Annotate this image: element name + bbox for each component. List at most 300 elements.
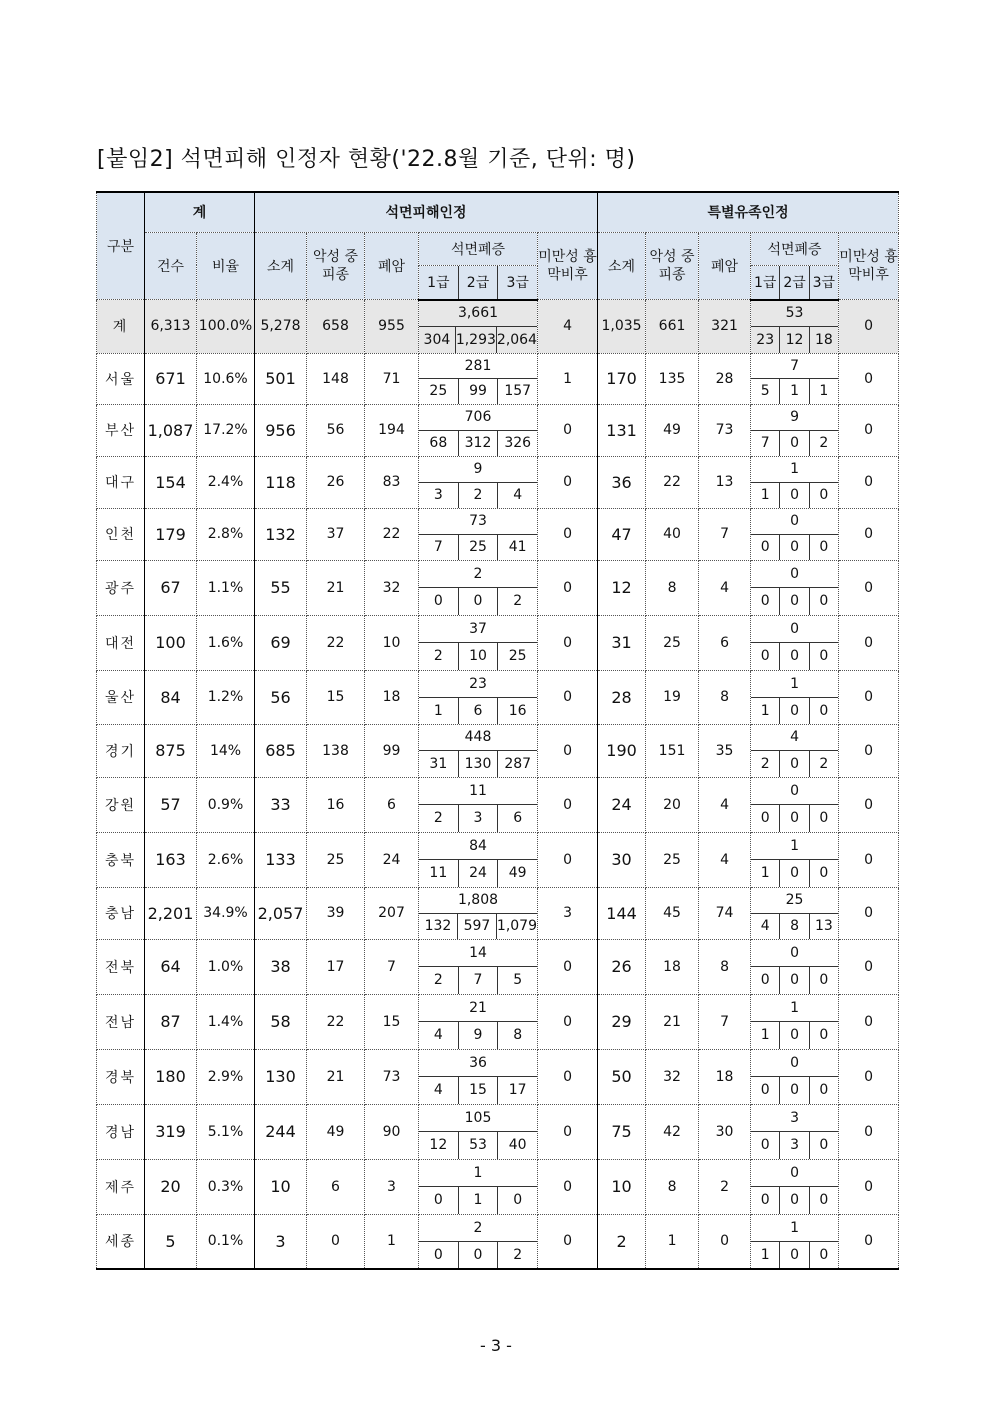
special-subtotal-cell: 29 [598,994,646,1049]
special-pleural-cell: 0 [839,353,899,404]
special-asbestosis-cell-g1: 0 [760,539,770,555]
special-meso-cell: 32 [646,1049,699,1104]
asbestos-asbestosis-cell [419,300,538,354]
special-pleural-cell: 0 [839,1104,899,1159]
asbestos-pleural-cell: 0 [538,724,598,777]
ratio-cell: 0.1% [197,1214,255,1269]
special-asbestosis-cell-g3: 0 [809,1077,838,1104]
ratio-cell: 5.1% [197,1104,255,1159]
ratio-cell: 1.1% [197,560,255,615]
total-row [97,300,899,354]
asbestos-meso-cell: 658 [307,300,365,354]
special-subtotal-cell: 31 [598,615,646,670]
asbestos-asbestosis-cell [419,777,538,832]
ratio-cell: 14% [197,724,255,777]
asbestos-asbestosis-cell-total: 706 [464,409,492,425]
asbestos-pleural-cell: 0 [538,508,598,560]
header-a-g2: 2급 [458,266,498,299]
region-label: 제주 [97,1159,145,1214]
special-asbestosis-cell-g2: 0 [779,1242,808,1268]
region-row [97,887,899,939]
ratio-cell: 1.2% [197,670,255,724]
ratio-cell: 10.6% [197,353,255,404]
region-row [97,404,899,456]
region-label: 대전 [97,615,145,670]
special-asbestosis-cell [751,615,839,670]
special-asbestosis-cell [751,404,839,456]
special-asbestosis-cell-g1: 0 [760,593,770,610]
asbestos-lung-cell: 99 [365,724,419,777]
asbestos-asbestosis-cell [419,508,538,560]
asbestos-pleural-cell: 4 [538,300,598,354]
region-label: 충북 [97,832,145,887]
special-pleural-cell: 0 [839,777,899,832]
region-row [97,939,899,994]
region-row [97,1049,899,1104]
asbestos-asbestosis-cell [419,670,538,724]
special-subtotal-cell: 190 [598,724,646,777]
asbestos-asbestosis-cell-g1: 2 [433,648,443,665]
special-meso-cell: 25 [646,615,699,670]
asbestos-asbestosis-cell-total: 37 [469,620,487,637]
special-asbestosis-cell [751,994,839,1049]
asbestos-meso-cell: 17 [307,939,365,994]
asbestos-asbestosis-cell-total: 36 [469,1054,487,1071]
region-label: 광주 [97,560,145,615]
special-subtotal-cell: 50 [598,1049,646,1104]
special-lung-cell: 4 [699,777,751,832]
special-asbestosis-cell [751,724,839,777]
asbestos-pleural-cell: 1 [538,353,598,404]
special-asbestosis-cell [751,1049,839,1104]
count-cell: 163 [145,832,197,887]
asbestos-subtotal-cell: 10 [255,1159,307,1214]
special-asbestosis-cell-g1: 1 [760,865,770,882]
asbestos-asbestosis-cell-total: 11 [469,782,487,799]
region-label: 세종 [97,1214,145,1269]
ratio-cell: 0.3% [197,1159,255,1214]
asbestos-asbestosis-cell-g2: 7 [458,967,498,994]
asbestos-asbestosis-cell-g2: 9 [458,1022,498,1049]
header-a-pleural: 미만성 흉막비후 [538,232,598,300]
special-asbestosis-cell-g2: 0 [779,1022,808,1049]
asbestos-meso-cell: 22 [307,994,365,1049]
special-asbestosis-cell-total: 0 [790,513,799,529]
asbestos-asbestosis-cell-total: 84 [469,837,487,854]
asbestos-asbestosis-cell-total: 3,661 [457,305,499,322]
special-asbestosis-cell-g3: 0 [809,643,838,670]
special-asbestosis-cell-g2: 12 [779,327,808,353]
count-cell: 875 [145,724,197,777]
asbestos-lung-cell: 7 [365,939,419,994]
region-label: 경남 [97,1104,145,1159]
header-ratio: 비율 [197,232,255,300]
asbestos-asbestosis-cell [419,1159,538,1214]
special-asbestosis-cell-g2: 0 [779,751,808,777]
special-asbestosis-cell-g2: 0 [779,1077,808,1104]
special-meso-cell: 21 [646,994,699,1049]
special-asbestosis-cell-total: 0 [790,782,799,799]
asbestos-meso-cell: 0 [307,1214,365,1269]
special-asbestosis-cell-g1: 0 [760,1082,770,1099]
special-subtotal-cell: 24 [598,777,646,832]
special-meso-cell: 18 [646,939,699,994]
special-meso-cell: 45 [646,887,699,939]
asbestos-asbestosis-cell-total: 1 [473,1164,483,1181]
asbestos-pleural-cell: 0 [538,777,598,832]
asbestos-asbestosis-cell-g3: 16 [497,698,537,724]
region-label: 충남 [97,887,145,939]
special-asbestosis-cell-g2: 3 [779,1132,808,1159]
asbestos-pleural-cell: 0 [538,1104,598,1159]
special-asbestosis-cell-g3: 0 [809,1242,838,1268]
asbestos-meso-cell: 22 [307,615,365,670]
asbestos-asbestosis-cell-g2: 312 [458,431,498,456]
asbestos-asbestosis-cell-g1: 0 [433,1246,443,1263]
special-pleural-cell: 0 [839,404,899,456]
asbestos-asbestosis-cell-g2: 25 [458,535,498,560]
asbestos-subtotal-cell: 69 [255,615,307,670]
special-asbestosis-cell [751,560,839,615]
region-row [97,724,899,777]
special-asbestosis-cell-g2: 0 [779,860,808,887]
asbestos-meso-cell: 37 [307,508,365,560]
asbestos-asbestosis-cell-g1: 2 [433,810,443,827]
asbestos-pleural-cell: 0 [538,1214,598,1269]
asbestos-asbestosis-cell-g1: 25 [429,383,448,400]
asbestos-asbestosis-cell [419,456,538,508]
special-asbestosis-cell-total: 9 [790,409,799,425]
asbestos-asbestosis-cell-g2: 15 [458,1077,498,1104]
special-pleural-cell: 0 [839,994,899,1049]
asbestos-asbestosis-cell-total: 21 [469,999,487,1016]
region-label: 전북 [97,939,145,994]
special-asbestosis-cell-total: 4 [790,729,799,746]
special-asbestosis-cell-g3: 0 [809,1187,838,1214]
header-a-lung: 폐암 [365,232,419,300]
special-asbestosis-cell-g1: 1 [760,1027,770,1044]
asbestos-meso-cell: 21 [307,1049,365,1104]
asbestos-asbestosis-cell-g3: 2,064 [496,327,537,353]
special-pleural-cell: 0 [839,1159,899,1214]
header-a-g3: 3급 [497,266,537,299]
asbestos-lung-cell: 73 [365,1049,419,1104]
page-number: - 3 - [480,1336,512,1355]
special-subtotal-cell: 2 [598,1214,646,1269]
special-asbestosis-cell-g2: 0 [779,483,808,508]
special-asbestosis-cell-total: 0 [790,1164,799,1181]
asbestos-subtotal-cell: 38 [255,939,307,994]
asbestos-asbestosis-cell [419,832,538,887]
region-label: 강원 [97,777,145,832]
asbestos-asbestosis-cell-g2: 0 [458,1242,498,1268]
special-asbestosis-cell-g3: 0 [809,805,838,832]
region-row [97,994,899,1049]
special-asbestosis-cell-g1: 2 [760,755,770,772]
asbestos-asbestosis-cell [419,994,538,1049]
special-asbestosis-cell-g2: 0 [779,588,808,615]
count-cell: 5 [145,1214,197,1269]
count-cell: 671 [145,353,197,404]
special-asbestosis-cell [751,1104,839,1159]
header-s-lung: 폐암 [699,232,751,300]
special-asbestosis-cell-g1: 1 [760,487,770,503]
asbestos-subtotal-cell: 244 [255,1104,307,1159]
special-asbestosis-cell-g2: 1 [779,379,808,404]
header-a-asbestosis: 석면폐증 [419,232,538,265]
count-cell: 179 [145,508,197,560]
region-row [97,1104,899,1159]
special-asbestosis-cell-total: 7 [790,357,799,374]
special-lung-cell: 35 [699,724,751,777]
asbestos-lung-cell: 3 [365,1159,419,1214]
special-lung-cell: 7 [699,994,751,1049]
asbestos-asbestosis-cell-g3: 1,079 [496,914,537,939]
region-label: 경북 [97,1049,145,1104]
special-lung-cell: 28 [699,353,751,404]
special-pleural-cell: 0 [839,887,899,939]
asbestos-asbestosis-cell-g3: 2 [497,588,537,615]
asbestos-meso-cell: 138 [307,724,365,777]
special-asbestosis-cell [751,887,839,939]
header-count: 건수 [145,232,197,300]
special-pleural-cell: 0 [839,939,899,994]
special-lung-cell: 18 [699,1049,751,1104]
special-lung-cell: 8 [699,670,751,724]
asbestos-asbestosis-cell-g3: 25 [497,643,537,670]
asbestos-asbestosis-cell-g3: 2 [497,1242,537,1268]
asbestos-asbestosis-cell-g2: 0 [458,588,498,615]
region-label: 대구 [97,456,145,508]
header-s-g1: 1급 [753,275,777,291]
special-lung-cell: 2 [699,1159,751,1214]
special-meso-cell: 22 [646,456,699,508]
special-asbestosis-cell-g2: 8 [779,914,808,939]
region-label: 전남 [97,994,145,1049]
asbestos-meso-cell: 39 [307,887,365,939]
asbestos-asbestosis-cell-g3: 287 [497,751,537,777]
asbestos-subtotal-cell: 33 [255,777,307,832]
region-row [97,615,899,670]
asbestos-pleural-cell: 0 [538,560,598,615]
asbestos-meso-cell: 49 [307,1104,365,1159]
special-lung-cell: 13 [699,456,751,508]
special-asbestosis-cell [751,456,839,508]
special-subtotal-cell: 28 [598,670,646,724]
ratio-cell: 2.4% [197,456,255,508]
special-subtotal-cell: 75 [598,1104,646,1159]
special-meso-cell: 40 [646,508,699,560]
special-asbestosis-cell-g3: 1 [809,379,838,404]
special-asbestosis-cell-g3: 0 [809,860,838,887]
special-pleural-cell: 0 [839,508,899,560]
special-meso-cell: 135 [646,353,699,404]
count-cell: 319 [145,1104,197,1159]
asbestos-pleural-cell: 0 [538,404,598,456]
count-cell: 64 [145,939,197,994]
asbestos-asbestosis-cell-total: 73 [469,513,487,529]
special-asbestosis-cell-g3: 0 [809,483,838,508]
special-asbestosis-cell [751,508,839,560]
header-s-subtotal: 소계 [598,232,646,300]
special-meso-cell: 8 [646,560,699,615]
special-subtotal-cell: 30 [598,832,646,887]
asbestos-pleural-cell: 0 [538,939,598,994]
asbestos-asbestosis-cell [419,1104,538,1159]
asbestos-asbestosis-cell-total: 2 [473,1219,483,1236]
asbestos-asbestosis-cell-g1: 12 [429,1137,448,1154]
asbestos-meso-cell: 21 [307,560,365,615]
special-meso-cell: 19 [646,670,699,724]
asbestos-asbestosis-cell-g2: 1,293 [455,327,496,353]
special-lung-cell: 74 [699,887,751,939]
header-s-g3: 3급 [809,266,838,299]
asbestos-subtotal-cell: 2,057 [255,887,307,939]
special-pleural-cell: 0 [839,832,899,887]
special-asbestosis-cell-total: 1 [790,461,799,477]
special-lung-cell: 73 [699,404,751,456]
asbestos-asbestosis-cell-g3: 8 [497,1022,537,1049]
ratio-cell: 1.4% [197,994,255,1049]
asbestos-asbestosis-cell-g1: 3 [433,487,443,503]
special-asbestosis-cell-g3: 0 [809,1132,838,1159]
special-asbestosis-cell-g3: 0 [809,698,838,724]
special-asbestosis-cell-g1: 0 [760,810,770,827]
special-lung-cell: 4 [699,560,751,615]
special-meso-cell: 25 [646,832,699,887]
special-asbestosis-cell-g1: 0 [760,1137,770,1154]
asbestos-asbestosis-cell-g2: 1 [458,1187,498,1214]
asbestos-subtotal-cell: 58 [255,994,307,1049]
special-pleural-cell: 0 [839,300,899,354]
asbestos-lung-cell: 71 [365,353,419,404]
special-asbestosis-cell-g3: 2 [809,431,838,456]
asbestos-asbestosis-cell-g3: 41 [497,535,537,560]
asbestos-meso-cell: 25 [307,832,365,887]
asbestos-meso-cell: 56 [307,404,365,456]
special-asbestosis-cell-g2: 0 [779,535,808,560]
header-special: 특별유족인정 [598,192,899,232]
asbestos-pleural-cell: 0 [538,456,598,508]
asbestos-pleural-cell: 0 [538,1049,598,1104]
special-subtotal-cell: 12 [598,560,646,615]
special-asbestosis-cell-g1: 7 [760,435,770,451]
header-s-asbestosis: 석면폐증 [751,232,839,265]
special-meso-cell: 151 [646,724,699,777]
special-asbestosis-cell-g1: 0 [760,648,770,665]
asbestos-lung-cell: 32 [365,560,419,615]
asbestos-asbestosis-cell-total: 448 [464,729,492,746]
ratio-cell: 1.6% [197,615,255,670]
count-cell: 20 [145,1159,197,1214]
region-row [97,670,899,724]
asbestos-pleural-cell: 0 [538,994,598,1049]
special-asbestosis-cell-g2: 0 [779,431,808,456]
special-asbestosis-cell-g2: 0 [779,967,808,994]
special-lung-cell: 6 [699,615,751,670]
special-asbestosis-cell [751,1214,839,1269]
asbestos-pleural-cell: 0 [538,1159,598,1214]
asbestos-asbestosis-cell-g3: 49 [497,860,537,887]
header-s-pleural: 미만성 흉막비후 [839,232,899,300]
asbestos-asbestosis-cell-g3: 326 [497,431,537,456]
special-lung-cell: 7 [699,508,751,560]
special-subtotal-cell: 1,035 [598,300,646,354]
asbestos-asbestosis-cell [419,615,538,670]
special-lung-cell: 0 [699,1214,751,1269]
asbestos-subtotal-cell: 3 [255,1214,307,1269]
asbestos-asbestosis-cell-g1: 4 [433,1082,443,1099]
asbestos-asbestosis-cell-g1: 304 [423,331,451,348]
special-asbestosis-cell-g2: 0 [779,805,808,832]
header-s-meso: 악성 중피종 [646,232,699,300]
asbestos-pleural-cell: 0 [538,670,598,724]
special-lung-cell: 30 [699,1104,751,1159]
asbestos-meso-cell: 148 [307,353,365,404]
special-asbestosis-cell [751,777,839,832]
asbestos-meso-cell: 6 [307,1159,365,1214]
asbestos-asbestosis-cell-g3: 17 [497,1077,537,1104]
asbestos-asbestosis-cell [419,724,538,777]
special-asbestosis-cell-g1: 4 [760,918,770,934]
special-asbestosis-cell-g1: 1 [760,702,770,719]
special-asbestosis-cell-total: 0 [790,944,799,961]
special-asbestosis-cell-g2: 0 [779,698,808,724]
asbestos-asbestosis-cell [419,353,538,404]
special-pleural-cell: 0 [839,456,899,508]
count-cell: 57 [145,777,197,832]
asbestos-asbestosis-cell-g1: 132 [424,918,452,934]
asbestos-asbestosis-cell [419,560,538,615]
special-meso-cell: 20 [646,777,699,832]
special-asbestosis-cell [751,939,839,994]
asbestos-asbestosis-cell-g1: 11 [429,865,448,882]
asbestos-subtotal-cell: 130 [255,1049,307,1104]
special-asbestosis-cell-total: 1 [790,999,799,1016]
asbestos-asbestosis-cell-total: 1,808 [457,892,499,908]
special-asbestosis-cell-g1: 1 [760,1246,770,1263]
special-asbestosis-cell-g3: 18 [809,327,838,353]
asbestos-asbestosis-cell-g2: 24 [458,860,498,887]
asbestos-subtotal-cell: 501 [255,353,307,404]
special-asbestosis-cell [751,670,839,724]
special-meso-cell: 661 [646,300,699,354]
special-pleural-cell: 0 [839,724,899,777]
count-cell: 67 [145,560,197,615]
asbestos-asbestosis-cell-g1: 4 [433,1027,443,1044]
special-asbestosis-cell-total: 53 [785,305,804,322]
asbestos-meso-cell: 16 [307,777,365,832]
asbestos-subtotal-cell: 133 [255,832,307,887]
count-cell: 2,201 [145,887,197,939]
special-subtotal-cell: 144 [598,887,646,939]
asbestos-subtotal-cell: 685 [255,724,307,777]
ratio-cell: 2.8% [197,508,255,560]
special-subtotal-cell: 36 [598,456,646,508]
header-a-g1: 1급 [427,275,450,291]
special-asbestosis-cell-g3: 0 [809,535,838,560]
asbestos-asbestosis-cell-g1: 2 [433,972,443,989]
special-subtotal-cell: 47 [598,508,646,560]
header-s-g2: 2급 [779,266,808,299]
asbestos-pleural-cell: 0 [538,615,598,670]
header-a-meso: 악성 중피종 [307,232,365,300]
special-asbestosis-cell-g1: 0 [760,972,770,989]
asbestos-asbestosis-cell-g3: 5 [497,967,537,994]
asbestos-asbestosis-cell-g1: 1 [433,702,443,719]
special-lung-cell: 8 [699,939,751,994]
region-row [97,560,899,615]
